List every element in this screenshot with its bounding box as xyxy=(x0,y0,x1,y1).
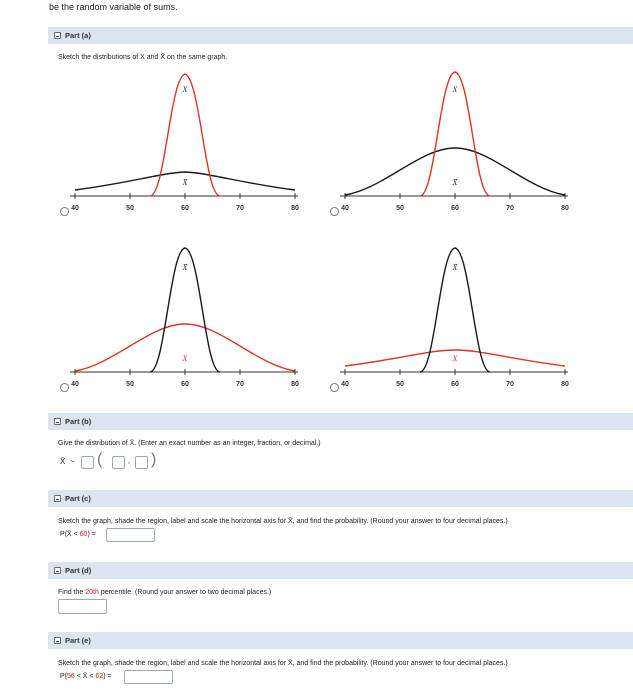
part-e-header[interactable] xyxy=(48,632,633,649)
part-b-instruction: Give the distribution of X̄. (Enter an exact number as an integer, fraction, or decimal.) xyxy=(58,440,321,447)
red-curve xyxy=(75,324,295,371)
graph-option-1 xyxy=(70,68,310,220)
curve-label-x: X xyxy=(182,354,188,363)
comma: , xyxy=(128,458,130,465)
part-c-probability-expression: P(X̄ < 60) = xyxy=(60,531,96,538)
tick-label: 60 xyxy=(451,381,459,388)
tick-label: 70 xyxy=(506,381,514,388)
tick-label: 70 xyxy=(236,381,244,388)
part-e-answer-input[interactable] xyxy=(124,670,173,684)
tick-label: 50 xyxy=(396,205,404,212)
part-e-probability-expression: P(56 < X̄ < 62) = xyxy=(60,673,112,680)
part-e-instruction: Sketch the graph, shade the region, label and scale the horizontal axis for X̄, and find the probability. (Round your answer to four decimal places.) xyxy=(58,660,508,667)
collapse-icon[interactable] xyxy=(54,495,61,502)
curve-label-xbar: X̄ xyxy=(452,178,458,187)
collapse-icon[interactable] xyxy=(54,418,61,425)
mean-input[interactable] xyxy=(112,456,125,469)
tick-label: 60 xyxy=(181,381,189,388)
tick-label: 40 xyxy=(71,205,79,212)
curve-label-xbar: X̄ xyxy=(452,263,458,272)
part-c-header[interactable] xyxy=(48,490,633,507)
tick-label: 40 xyxy=(341,205,349,212)
curve-label-x: X xyxy=(182,85,188,94)
graph-option-4 xyxy=(340,244,580,396)
graph-option-2 xyxy=(340,68,580,220)
std-dev-input[interactable] xyxy=(135,456,148,469)
tilde-symbol: ~ xyxy=(70,457,75,466)
graph-option-1-radio[interactable] xyxy=(60,207,69,216)
tick-label: 60 xyxy=(451,205,459,212)
close-paren: ) xyxy=(151,451,157,468)
curve-label-xbar: X̄ xyxy=(182,178,188,187)
tick-label: 50 xyxy=(396,381,404,388)
tick-label: 70 xyxy=(506,205,514,212)
tick-label: 50 xyxy=(126,205,134,212)
tick-label: 40 xyxy=(71,381,79,388)
graph-option-4-radio[interactable] xyxy=(330,383,339,392)
part-c-instruction: Sketch the graph, shade the region, label and scale the horizontal axis for X̄, and find the probability. (Round your answer to four decimal places.) xyxy=(58,518,508,525)
collapse-icon[interactable] xyxy=(54,32,61,39)
tick-label: 80 xyxy=(561,205,569,212)
distribution-input[interactable] xyxy=(81,456,94,469)
curve-label-x: X xyxy=(452,85,458,94)
xbar-symbol: X̄ xyxy=(60,457,66,466)
open-paren: ( xyxy=(97,451,103,468)
part-a-header[interactable] xyxy=(48,27,633,44)
curve-label-x: X xyxy=(452,354,458,363)
part-d-header[interactable] xyxy=(48,562,633,579)
tick-label: 50 xyxy=(126,381,134,388)
part-d-instruction: Find the 20th percentile. (Round your answer to two decimal places.) xyxy=(58,589,272,596)
graph-option-2-radio[interactable] xyxy=(330,207,339,216)
tick-label: 70 xyxy=(236,205,244,212)
black-curve xyxy=(345,148,565,195)
tick-label: 80 xyxy=(291,205,299,212)
part-a-title: Part (a) xyxy=(65,31,91,40)
collapse-icon[interactable] xyxy=(54,637,61,644)
graph-option-3 xyxy=(70,244,310,396)
intro-text: be the random variable of sums. xyxy=(49,2,178,12)
tick-label: 60 xyxy=(181,205,189,212)
part-b-title: Part (b) xyxy=(65,417,92,426)
part-d-title: Part (d) xyxy=(65,566,92,575)
tick-label: 80 xyxy=(561,381,569,388)
part-e-title: Part (e) xyxy=(65,636,91,645)
graph-option-3-radio[interactable] xyxy=(60,383,69,392)
part-a-instruction: Sketch the distributions of X and X̄ on the same graph. xyxy=(58,54,228,61)
part-d-answer-input[interactable] xyxy=(58,599,107,614)
tick-label: 40 xyxy=(341,381,349,388)
part-b-header[interactable] xyxy=(48,413,633,430)
part-c-answer-input[interactable] xyxy=(106,528,155,542)
collapse-icon[interactable] xyxy=(54,567,61,574)
tick-label: 80 xyxy=(291,381,299,388)
curve-label-xbar: X̄ xyxy=(182,263,188,272)
part-c-title: Part (c) xyxy=(65,494,91,503)
